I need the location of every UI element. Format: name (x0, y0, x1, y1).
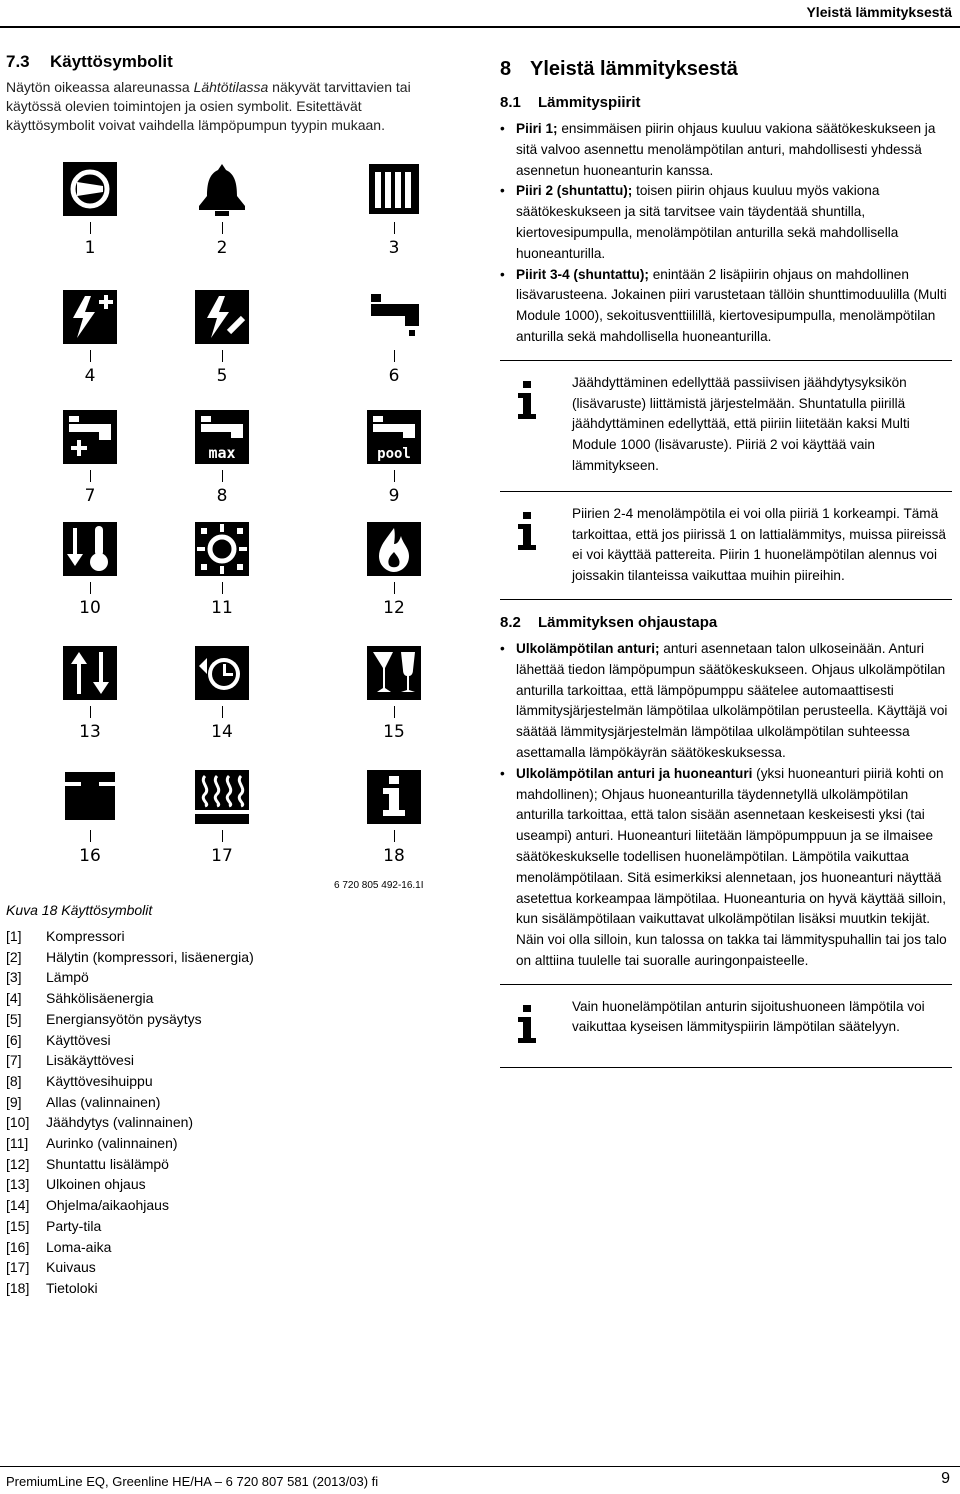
legend-item (6, 1195, 254, 1216)
legend-item (6, 1133, 254, 1154)
legend-key: [3] (6, 969, 22, 986)
footer-document-id: PremiumLine EQ, Greenline HE/HA – 6 720 807 581 (2013/03) fi (6, 1474, 379, 1489)
section-title: Käyttösymbolit (50, 52, 173, 71)
symbol-number: 6 (388, 366, 400, 386)
section-heading-8-2 (500, 614, 952, 631)
symbol-number: 3 (388, 238, 400, 258)
symbol-cell (162, 290, 282, 410)
note-rule (500, 491, 952, 492)
legend-key: [10] (6, 1114, 30, 1131)
note-text: Vain huonelämpötilan anturin sijoitushuoneen lämpötila voi vaikuttaa kyseisen lämmityspiirin lämpötilan säätelyyn. (572, 998, 925, 1035)
legend-key: [15] (6, 1217, 30, 1234)
legend-label: Kompressori (46, 928, 125, 944)
symbol-number: 18 (383, 846, 405, 866)
circuit-list (500, 119, 952, 348)
section-title: Lämmityksen ohjaustapa (538, 613, 718, 631)
info-note (500, 373, 952, 477)
legend-label: Tietoloki (46, 1279, 98, 1296)
hot-water-peak-icon (195, 410, 249, 464)
symbol-cell (162, 522, 282, 642)
intro-text-b: näkyvät tarvittavien tai käytössä olevien toimintojen ja osien symbolit. Esitettävät käyttösymbolit voivat vaihdella lämpöpumpun tyypin mukaan. (6, 79, 411, 133)
hot-water-tap-icon (367, 290, 421, 344)
symbol-number: 16 (79, 846, 101, 866)
legend-label: Lämpö (46, 969, 89, 986)
list-item: • Ulkolämpötilan anturi; anturi asennetaan talon ulkoseinään. Anturi lähettää tiedon lämpöpumpun säätökeskukseen. Ohjaus ulkolämpötilan anturilla tarkoittaa, että lämpöpumppu säätelee automaattisesti lämmitysjärjestelmän lämpötilaa ulkolämpötilan perusteella. Käyttäjä voi säätää lämmitysjärjestelmän lämpötilaa ulkolämpötilan suhteessa asettamalla lämpökäyrän säätökeskuksessa. (500, 639, 952, 764)
symbol-number: 12 (383, 598, 405, 618)
chapter-heading (500, 58, 952, 94)
legend-label: Aurinko (valinnainen) (46, 1135, 178, 1152)
symbol-cell (30, 162, 150, 282)
legend-item (6, 1112, 254, 1133)
solar-icon (195, 522, 249, 576)
symbol-figure (30, 162, 430, 882)
symbol-number: 17 (211, 846, 233, 866)
legend-key: [1] (6, 928, 22, 944)
symbol-cell (30, 770, 150, 890)
page-number: 9 (941, 1470, 950, 1487)
list-item: • Piirit 3-4 (shuntattu); enintään 2 lisäpiirin ohjaus on mahdollinen lisävarusteena. Jokainen piiri varustetaan tällöin shunttimoduulilla (Multi Module 1000), sekoitusventtiilillä, kiertovesipumpulla, menolämpötilan anturilla sekä mahdollisella huoneanturilla. (500, 265, 952, 348)
note-text: Jäähdyttäminen edellyttää passiivisen jäähdytysyksikön (lisävaruste) liittämistä järjestelmään. Shuntatulla piirillä jäähdyttäminen edellyttää, että piiriin liitetään kaksi Multi Module 1000 (lisävaruste). Piiriä 2 voi käyttää vain lämmitykseen. (572, 374, 910, 473)
info-icon (506, 379, 548, 421)
legend-key: [6] (6, 1031, 22, 1048)
section-number: 7.3 (6, 52, 30, 71)
symbol-cell (334, 410, 454, 530)
intro-paragraph (6, 78, 426, 135)
info-log-icon (367, 770, 421, 824)
section-number: 8.2 (500, 613, 521, 631)
symbol-number: 8 (216, 486, 228, 506)
legend-key: [16] (6, 1238, 30, 1255)
chapter-number: 8 (500, 58, 512, 80)
legend-label: Käyttövesi (46, 1031, 111, 1048)
symbol-number: 11 (211, 598, 233, 618)
heating-radiator-icon (367, 162, 421, 216)
extra-hot-water-icon (63, 410, 117, 464)
section-number: 8.1 (500, 94, 521, 111)
legend-item (6, 1071, 254, 1092)
note-rule (500, 984, 952, 985)
symbol-number: 1 (84, 238, 96, 258)
external-control-icon (63, 646, 117, 700)
symbol-number: 13 (79, 722, 101, 742)
legend-label: Allas (valinnainen) (46, 1093, 161, 1110)
running-header: Yleistä lämmityksestä (806, 4, 952, 20)
symbol-number: 5 (216, 366, 228, 386)
section-title: Lämmityspiirit (538, 94, 641, 111)
list-item: • Piiri 2 (shuntattu); toisen piirin ohjaus kuuluu myös vakiona säätökeskukseen ja sitä tarvitsee vain täydentää shuntilla, kiertovesipumpulla, menolämpötilan anturilla sekä mahdollisella huoneanturilla. (500, 181, 952, 264)
legend-item (6, 967, 254, 988)
note-text: Piirien 2-4 menolämpötila ei voi olla piiriä 1 korkeampi. Tämä tarkoittaa, että jos piirissä 1 on lattialämmitys, muissa piireissä ei voi käyttää pattereita. Piirin 1 huonelämpötilan alennus voi joissakin tilanteissa vaikuttaa muihin piireihin. (572, 505, 946, 584)
info-icon (506, 510, 548, 552)
symbol-cell (162, 410, 282, 530)
legend-label: Ohjelma/aikaohjaus (46, 1197, 169, 1214)
symbol-cell (30, 646, 150, 766)
symbol-cell (30, 410, 150, 530)
electric-aux-heat-icon (63, 290, 117, 344)
legend-key: [9] (6, 1093, 22, 1110)
symbol-number: 2 (216, 238, 228, 258)
power-block-icon (195, 290, 249, 344)
legend-label: Kuivaus (46, 1259, 96, 1276)
symbol-number: 9 (388, 486, 400, 506)
legend-item (6, 1092, 254, 1113)
legend-label: Käyttövesihuippu (46, 1072, 153, 1089)
legend-label: Loma-aika (46, 1238, 112, 1255)
legend-key: [7] (6, 1052, 22, 1069)
symbol-cell (162, 646, 282, 766)
symbol-cell (334, 522, 454, 642)
symbol-cell (334, 290, 454, 410)
control-list (500, 639, 952, 972)
legend-item (6, 1237, 254, 1258)
alarm-bell-icon (195, 162, 249, 216)
symbol-cell (334, 646, 454, 766)
symbol-cell (162, 162, 282, 282)
compressor-icon (63, 162, 117, 216)
legend-label: Energiansyötön pysäytys (46, 1010, 202, 1027)
list-item: • Ulkolämpötilan anturi ja huoneanturi (yksi huoneanturi piiriä kohti on mahdollinen); Ohjaus huoneanturilla täydennetyllä ulkolämpötilan anturilla tarkoittaa, että talon sisään asennetaan keskeisesti yksi (tai useampi) anturi. Huoneanturi liitetään lämpöpumppuun ja se ilmaisee säätökeskukselle todellisen huonelämpötilan. Lämpötila vaikuttaa menolämpötilaan. Sitä esimerkiksi alennetaan, jos huoneanturi näyttää asetettua korkeampaa lämpötilaa. Huoneanturia on hyvä käyttää silloin, kun sisälämpötilaan vaikuttavat ulkolämpötilan lisäksi muutkin tekijät. Näin voi olla silloin, kun talossa on takka tai lämmityspuhallin tai jos talo on alttiina tuulelle tai suoralle auringonpaisteelle. (500, 764, 952, 972)
symbol-number: 4 (84, 366, 96, 386)
legend-label: Party-tila (46, 1217, 102, 1234)
info-note (500, 504, 952, 587)
legend-key: [5] (6, 1010, 22, 1027)
legend-key: [4] (6, 990, 22, 1007)
symbol-cell (30, 290, 150, 410)
info-icon (506, 1003, 548, 1045)
right-column (500, 58, 952, 1080)
figure-caption: Kuva 18 Käyttösymbolit (6, 902, 153, 918)
footer-rule (0, 1466, 960, 1467)
list-item: • Piiri 1; ensimmäisen piirin ohjaus kuuluu vakiona säätökeskukseen ja sitä valvoo asennettu menolämpötilan anturi, mahdollisesti yhdessä asennetun huoneanturin kanssa. (500, 119, 952, 181)
legend-item (6, 988, 254, 1009)
symbol-cell (334, 162, 454, 282)
legend-key: [2] (6, 948, 22, 965)
note-rule (500, 599, 952, 600)
left-column (6, 52, 426, 135)
symbol-cell (334, 770, 454, 890)
chapter-title: Yleistä lämmityksestä (530, 58, 738, 80)
svg-text:pool: pool (377, 446, 411, 462)
timer-program-icon (195, 646, 249, 700)
legend-key: [13] (6, 1176, 30, 1193)
symbol-number: 10 (79, 598, 101, 618)
symbol-cell (30, 522, 150, 642)
symbol-cell (162, 770, 282, 890)
legend-item (6, 1050, 254, 1071)
legend-label: Hälytin (kompressori, lisäenergia) (46, 948, 254, 965)
header-rule (0, 26, 960, 28)
legend-key: [11] (6, 1135, 29, 1152)
symbol-number: 15 (383, 722, 405, 742)
info-note (500, 997, 952, 1057)
holiday-suitcase-icon (63, 770, 117, 824)
legend-item (6, 926, 254, 947)
legend-item (6, 1009, 254, 1030)
legend-item (6, 1216, 254, 1237)
party-mode-icon (367, 646, 421, 700)
legend-item (6, 1154, 254, 1175)
symbol-number: 7 (84, 486, 96, 506)
symbol-number: 14 (211, 722, 233, 742)
note-rule (500, 1067, 952, 1068)
intro-text-a: Näytön oikeassa alareunassa (6, 79, 194, 95)
legend-item (6, 1030, 254, 1051)
drying-icon (195, 770, 249, 824)
legend-key: [18] (6, 1279, 30, 1296)
cooling-icon (63, 522, 117, 576)
note-rule (500, 360, 952, 361)
section-heading-8-1 (500, 94, 952, 111)
legend-item (6, 1257, 254, 1278)
legend-key: [14] (6, 1197, 30, 1214)
pool-icon (367, 410, 421, 464)
legend-key: [17] (6, 1259, 30, 1276)
mixed-aux-heat-flame-icon (367, 522, 421, 576)
symbol-legend (6, 926, 254, 1299)
legend-item (6, 1278, 254, 1299)
intro-emphasis: Lähtötilassa (193, 79, 269, 95)
svg-text:max: max (208, 444, 236, 462)
legend-label: Ulkoinen ohjaus (46, 1176, 146, 1193)
section-heading-7-3 (6, 52, 426, 72)
legend-label: Lisäkäyttövesi (46, 1052, 134, 1069)
figure-reference: 6 720 805 492-16.1I (334, 880, 424, 891)
legend-label: Shuntattu lisälämpö (46, 1155, 169, 1172)
legend-item (6, 1174, 254, 1195)
legend-key: [8] (6, 1072, 22, 1089)
legend-item (6, 947, 254, 968)
legend-label: Sähkölisäenergia (46, 990, 154, 1007)
legend-label: Jäähdytys (valinnainen) (46, 1114, 194, 1131)
legend-key: [12] (6, 1155, 30, 1172)
